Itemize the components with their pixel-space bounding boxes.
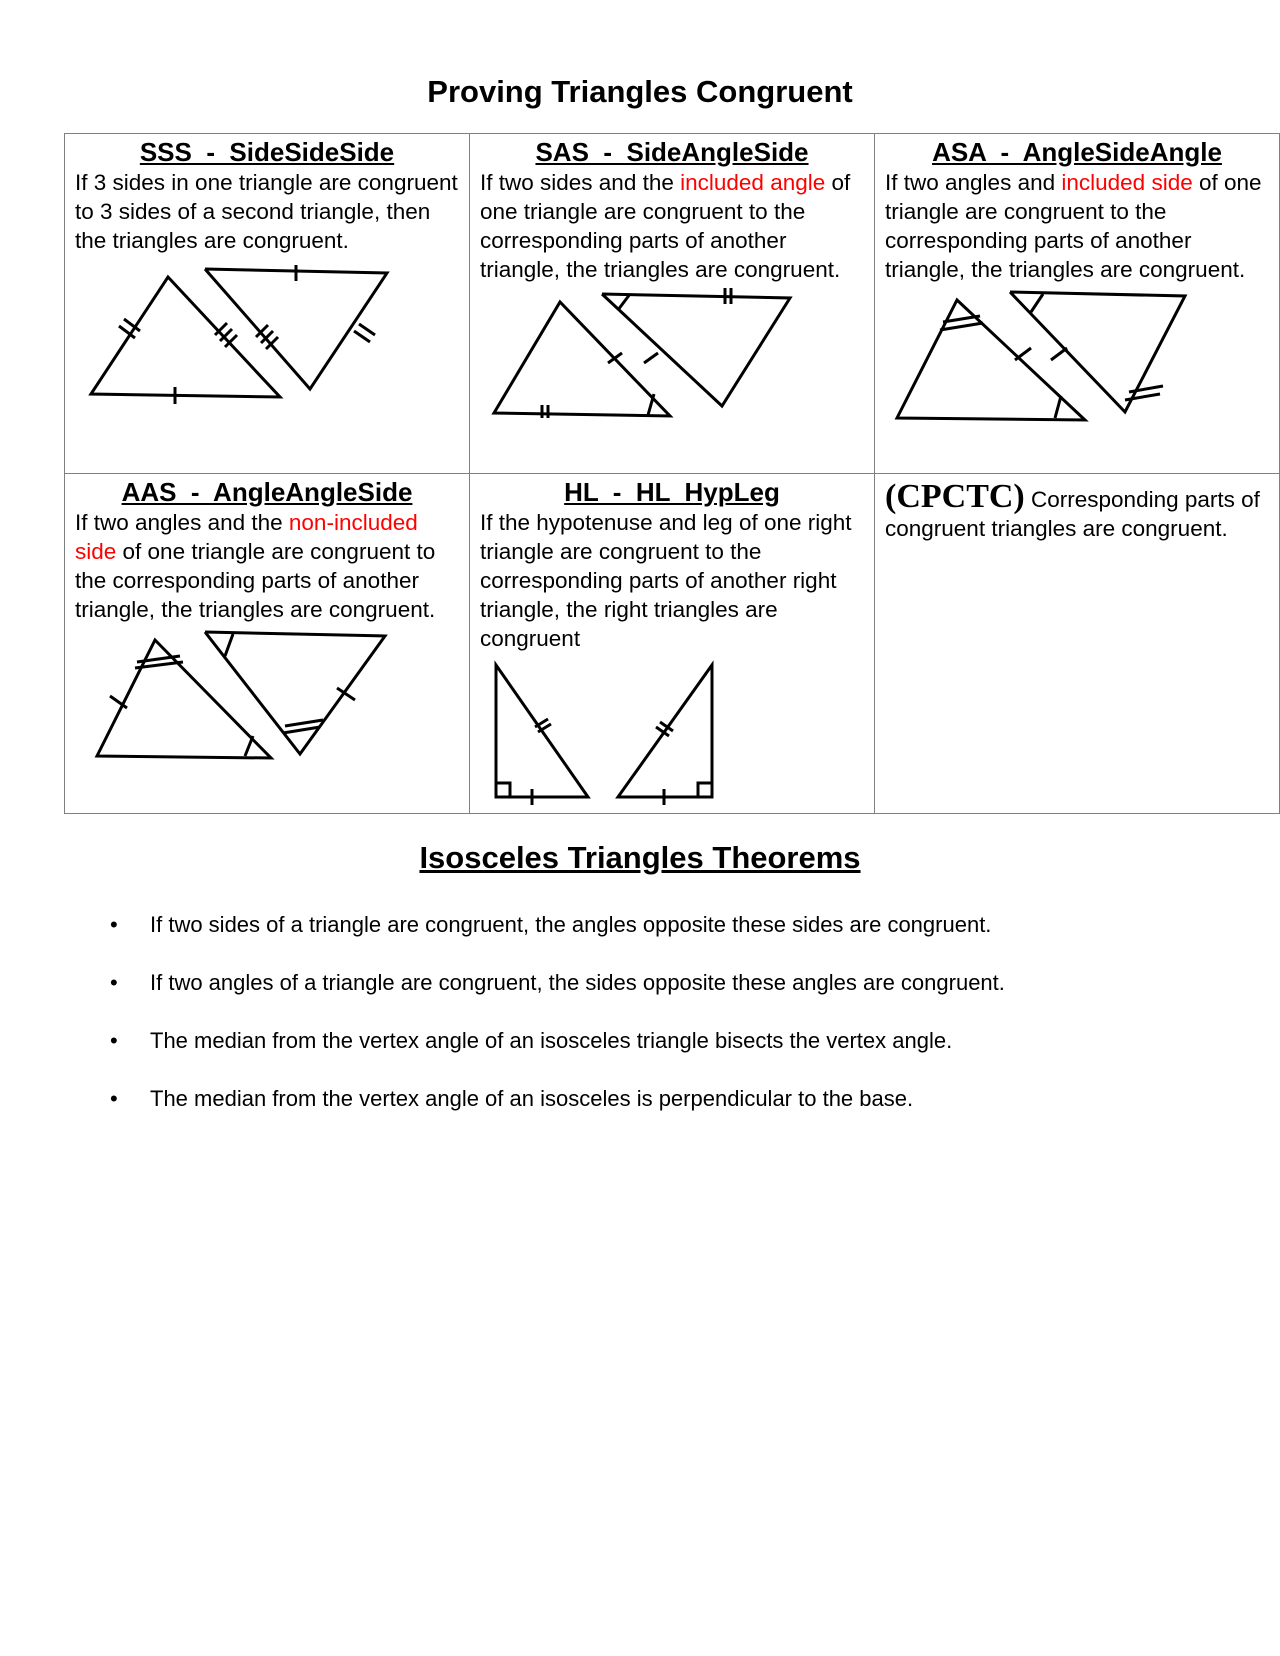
cell-sss	[65, 134, 470, 474]
sss-text: If 3 sides in one triangle are congruent to 3 sides of a second triangle, then the triangles are congruent.	[75, 170, 458, 253]
cpctc-text: Corresponding parts of congruent triangles are congruent.	[885, 487, 1260, 541]
theorem-text: The median from the vertex angle of an isosceles is perpendicular to the base.	[150, 1086, 914, 1111]
hl-description	[480, 508, 864, 653]
list-item	[110, 912, 1005, 970]
asa-text-1: If two angles and	[885, 170, 1062, 195]
bullet-icon: •	[110, 1028, 118, 1053]
cell-asa	[875, 134, 1280, 474]
bullet-icon: •	[110, 912, 118, 937]
asa-description	[885, 168, 1269, 284]
bullet-icon: •	[110, 970, 118, 995]
isosceles-theorems-list	[110, 912, 1005, 1144]
aas-text-1: If two angles and the	[75, 510, 289, 535]
theorem-text: If two angles of a triangle are congruent, the sides opposite these angles are congruent.	[150, 970, 1005, 995]
list-item	[110, 1028, 1005, 1086]
sas-description	[480, 168, 864, 284]
cpctc-acronym: (CPCTC)	[885, 478, 1025, 515]
list-item	[110, 970, 1005, 1028]
hl-heading: HL - HL HypLeg	[564, 477, 780, 507]
hl-text: If the hypotenuse and leg of one right triangle are congruent to the corresponding parts of another right triangle, the right triangles are congruent	[480, 510, 852, 651]
page-title: Proving Triangles Congruent	[427, 74, 853, 109]
postulates-table	[64, 133, 1280, 814]
sas-triangles-icon	[480, 288, 840, 418]
asa-included-side: included side	[1061, 170, 1193, 195]
sas-text-2: of one triangle are congruent to the corresponding parts of another triangle, the triangles are congruent.	[480, 170, 851, 282]
theorem-text: The median from the vertex angle of an isosceles triangle bisects the vertex angle.	[150, 1028, 953, 1053]
aas-text-2: of one triangle are congruent to the corresponding parts of another triangle, the triangles are congruent.	[75, 539, 436, 622]
cpctc-description	[885, 474, 1269, 543]
aas-non-included-side: non-included side	[75, 510, 418, 564]
aas-heading: AAS - AngleAngleSide	[121, 477, 413, 507]
sss-heading: SSS - SideSideSide	[139, 137, 395, 167]
asa-text-2: of one triangle are congruent to the corresponding parts of another triangle, the triangles are congruent.	[885, 170, 1262, 282]
asa-triangles-icon	[885, 288, 1245, 428]
cell-sas	[470, 134, 875, 474]
cell-hl	[470, 474, 875, 814]
list-item	[110, 1086, 1005, 1144]
isosceles-title: Isosceles Triangles Theorems	[419, 840, 861, 875]
hl-right-triangles-icon	[480, 657, 840, 807]
aas-triangles-icon	[75, 628, 435, 768]
sas-text-1: If two sides and the	[480, 170, 681, 195]
aas-description	[75, 508, 459, 624]
sas-heading: SAS - SideAngleSide	[535, 137, 809, 167]
cell-aas	[65, 474, 470, 814]
theorem-text: If two sides of a triangle are congruent, the angles opposite these sides are congruent.	[150, 912, 992, 937]
cell-cpctc	[875, 474, 1280, 814]
sss-description	[75, 168, 459, 255]
sss-triangles-icon	[75, 259, 435, 409]
bullet-icon: •	[110, 1086, 118, 1111]
sas-included-angle: included angle	[680, 170, 826, 195]
asa-heading: ASA - AngleSideAngle	[932, 137, 1222, 167]
